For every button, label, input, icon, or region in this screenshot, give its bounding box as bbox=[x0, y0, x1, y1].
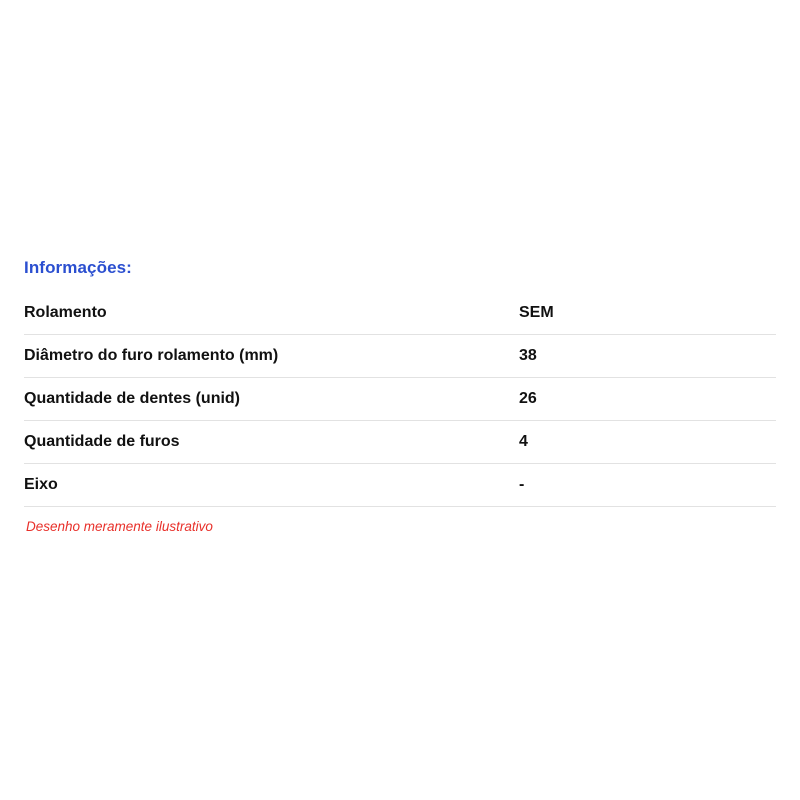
spec-value: 4 bbox=[519, 433, 528, 450]
table-row bbox=[24, 335, 776, 378]
spec-value: 26 bbox=[519, 390, 537, 407]
table-row bbox=[24, 464, 776, 507]
spec-label: Eixo bbox=[24, 476, 58, 493]
spec-label: Quantidade de furos bbox=[24, 433, 180, 450]
information-section bbox=[24, 258, 776, 535]
table-row bbox=[24, 378, 776, 421]
specifications-table bbox=[24, 292, 776, 507]
spec-label: Quantidade de dentes (unid) bbox=[24, 390, 241, 407]
spec-value: SEM bbox=[519, 304, 554, 321]
illustrative-note: Desenho meramente ilustrativo bbox=[26, 519, 213, 534]
spec-label: Rolamento bbox=[24, 304, 107, 321]
information-heading: Informações: bbox=[24, 258, 132, 277]
spec-value: - bbox=[519, 476, 525, 493]
table-row bbox=[24, 421, 776, 464]
spec-label: Diâmetro do furo rolamento (mm) bbox=[24, 347, 279, 364]
spec-value: 38 bbox=[519, 347, 537, 364]
table-row bbox=[24, 292, 776, 335]
